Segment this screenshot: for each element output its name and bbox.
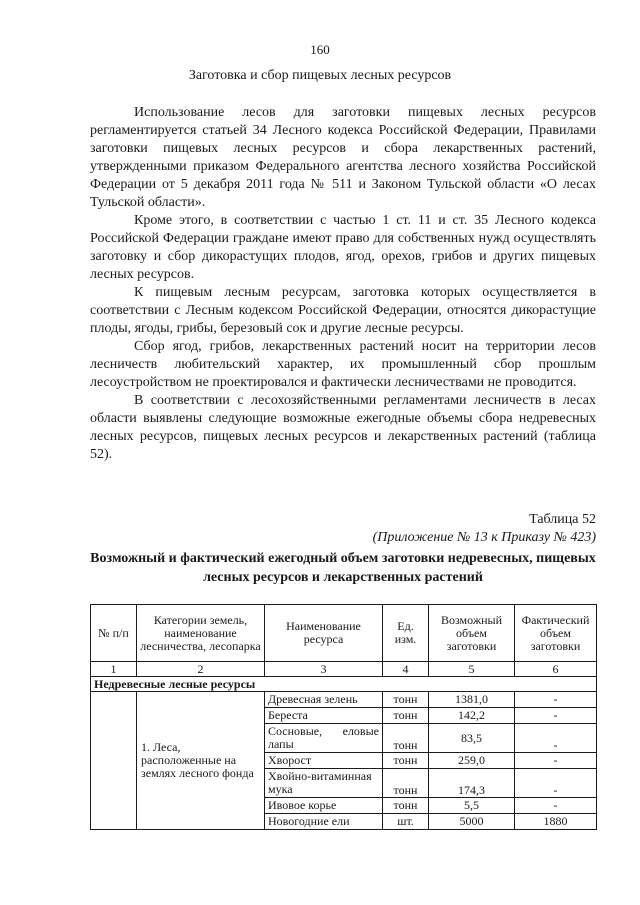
table-title: Возможный и фактический ежегодный объем заготовки недревесных, пищевых лесных ресурсов и лекарственных растений (90, 551, 596, 585)
column-number: 4 (383, 662, 429, 677)
column-number-row (91, 662, 597, 677)
actual-volume-cell: - (515, 769, 597, 798)
unit-cell: шт. (383, 814, 429, 830)
column-header: Фактический объем заготовки (515, 605, 597, 662)
actual-volume-cell: - (515, 753, 597, 769)
possible-volume-cell: 174,3 (429, 769, 515, 798)
resource-cell: Ивовое корье (265, 798, 383, 814)
paragraph: К пищевым лесным ресурсам, заготовка которых осуществляется в соответствии с Лесным кодексом Российской Федерации, относятся дикорастущие плоды, ягоды, грибы, березовый сок и другие лесные ресурсы. (90, 285, 596, 336)
possible-volume-cell: 5000 (429, 814, 515, 830)
unit-cell: тонн (383, 692, 429, 708)
resource-table (90, 604, 597, 830)
possible-volume-cell: 83,5 (429, 724, 515, 753)
table-header-row (91, 605, 597, 662)
column-header: Возможный объем заготовки (429, 605, 515, 662)
category-cell: 1. Леса, расположенные на землях лесного фонда (137, 692, 265, 830)
column-number: 5 (429, 662, 515, 677)
paragraph: Сбор ягод, грибов, лекарственных растений носит на территории лесов лесничеств любительский характер, их промышленный сбор прошлым лесоустройством не проектировался и фактически лесничествами не проводится. (90, 339, 596, 390)
unit-cell: тонн (383, 708, 429, 724)
possible-volume-cell: 5,5 (429, 798, 515, 814)
actual-volume-cell: - (515, 692, 597, 708)
resource-cell: Хворост (265, 753, 383, 769)
resource-cell: Древесная зелень (265, 692, 383, 708)
row-number-cell (91, 692, 137, 830)
body-text (90, 104, 596, 464)
unit-cell: тонн (383, 753, 429, 769)
section-heading: Заготовка и сбор пищевых лесных ресурсов (188, 68, 452, 83)
actual-volume-cell: - (515, 798, 597, 814)
column-number: 2 (137, 662, 265, 677)
column-header: Категории земель, наименование лесничества, лесопарка (137, 605, 265, 662)
section-label: Недревесные лесные ресурсы (91, 677, 597, 692)
column-number: 3 (265, 662, 383, 677)
paragraph: В соответствии с лесохозяйственными регламентами лесничеств в лесах области выявлены следующие возможные ежегодные объемы сбора недревесных лесных ресурсов, пищевых лесных ресурсов и лекарственных растений (таблица 52). (90, 393, 596, 462)
column-header: Ед. изм. (383, 605, 429, 662)
resource-cell: Новогодние ели (265, 814, 383, 830)
table-row (91, 692, 597, 708)
column-header: Наименование ресурса (265, 605, 383, 662)
actual-volume-cell: 1880 (515, 814, 597, 830)
resource-cell: Сосновые, еловые лапы (265, 724, 383, 753)
possible-volume-cell: 259,0 (429, 753, 515, 769)
section-row (91, 677, 597, 692)
table-caption: Таблица 52 (529, 512, 596, 527)
resource-cell: Береста (265, 708, 383, 724)
column-header: № п/п (91, 605, 137, 662)
unit-cell: тонн (383, 724, 429, 753)
actual-volume-cell: - (515, 708, 597, 724)
resource-cell: Хвойно-витаминная мука (265, 769, 383, 798)
table-reference: (Приложение № 13 к Приказу № 423) (372, 530, 596, 545)
page-number: 160 (310, 42, 330, 57)
unit-cell: тонн (383, 798, 429, 814)
possible-volume-cell: 1381,0 (429, 692, 515, 708)
actual-volume-cell: - (515, 724, 597, 753)
paragraph: Использование лесов для заготовки пищевых лесных ресурсов регламентируется статьей 34 Лесного кодекса Российской Федерации, Правилами заготовки пищевых лесных ресурсов и сбора лекарственных растений, утвержденными приказом Федерального агентства лесного хозяйства Российской Федерации от 5 декабря 2011 года № 511 и Законом Тульской области «О лесах Тульской области». (90, 105, 596, 210)
possible-volume-cell: 142,2 (429, 708, 515, 724)
unit-cell: тонн (383, 769, 429, 798)
column-number: 6 (515, 662, 597, 677)
paragraph: Кроме этого, в соответствии с частью 1 ст. 11 и ст. 35 Лесного кодекса Российской Федерации граждане имеют право для собственных нужд осуществлять заготовку и сбор дикорастущих плодов, ягод, орехов, грибов и других пищевых лесных ресурсов. (90, 213, 596, 282)
column-number: 1 (91, 662, 137, 677)
